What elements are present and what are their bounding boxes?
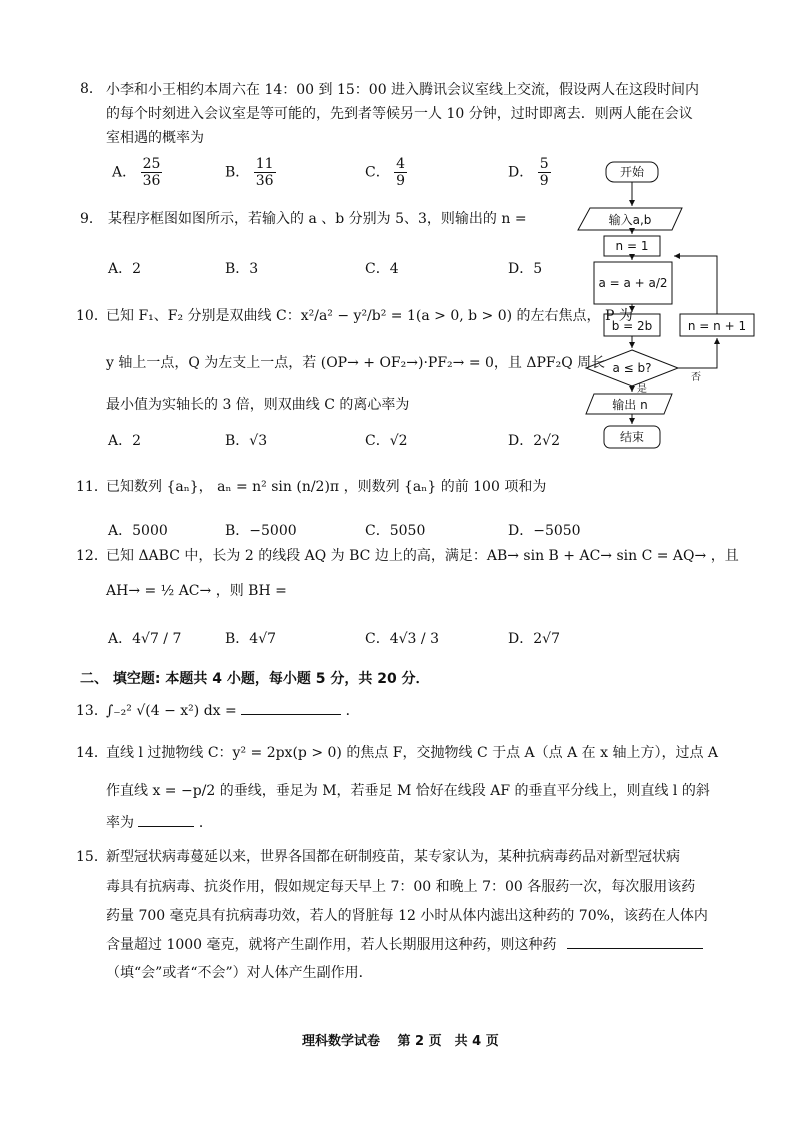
- q13-text: [106, 700, 360, 720]
- option-label: A．: [112, 164, 137, 181]
- q10-line1: 已知 F₁、F₂ 分别是双曲线 C：x²/a² − y²/b² = 1(a > 0, b > 0) 的左右焦点， P 为: [106, 308, 633, 324]
- q15-number: 15．: [76, 849, 108, 865]
- flow-init-label: n = 1: [615, 239, 649, 253]
- q14-line3-text: 率为: [106, 815, 134, 831]
- q9-option-d: D．5: [508, 261, 543, 277]
- q8-option-b: [225, 156, 276, 189]
- flow-input-label: 输入a,b: [608, 213, 652, 227]
- q12-option-b: B．4√7: [225, 631, 277, 647]
- q8-option-c: [365, 156, 407, 189]
- q15-line5: （填“会”或者“不会”）对人体产生副作用．: [106, 965, 373, 981]
- q9-text: 某程序框图如图所示，若输入的 a 、b 分别为 5、3，则输出的 n =: [108, 211, 527, 227]
- fraction: $\frac{4}{9}$: [396, 156, 406, 189]
- q15-line4-text: 含量超过 1000 毫克，就将产生副作用，若人长期服用这种药，则这种药: [106, 937, 557, 953]
- q8-option-a: [112, 156, 162, 189]
- q13-end: ．: [345, 703, 360, 719]
- q15-line3: 药量 700 毫克具有抗病毒功效，若人的肾脏每 12 小时从体内滤出这种药的 70%，该药在人体内: [106, 908, 708, 924]
- flow-update-a-label: a = a + a/2: [598, 276, 668, 290]
- q11-number: 11．: [76, 479, 108, 495]
- flow-output-label: 输出 n: [612, 398, 648, 412]
- q8-option-d: [508, 156, 551, 189]
- option-label: C．: [365, 164, 390, 181]
- answer-blank: [567, 948, 703, 949]
- section-heading: 二、 填空题: 本题共 4 小题，每小题 5 分，共 20 分．: [80, 671, 430, 687]
- q14-end: ．: [198, 815, 213, 831]
- fraction: $\frac{25}{36}$: [142, 156, 161, 189]
- q12-option-d: D．2√7: [508, 631, 560, 647]
- option-label: D．: [508, 164, 534, 181]
- q14-number: 14．: [76, 745, 108, 761]
- q11-option-d: D．−5050: [508, 523, 581, 539]
- q12-option-a: A．4√7 / 7: [108, 631, 182, 647]
- q11-text: 已知数列 {aₙ}， aₙ = n² sin (n/2)π ，则数列 {aₙ} 的前 100 项和为: [106, 479, 547, 495]
- q8-text: 小李和小王相约本周六在 14：00 到 15：00 进入腾讯会议室线上交流，假设两人在这段时间内的每个时刻进入会议室是等可能的，先到者等候另一人 10 分钟，过时即离去．则两人能在会议室相遇的概率为: [106, 82, 700, 146]
- q12-line2: AH→ = ½ AC→ ，则 BH =: [106, 583, 287, 599]
- q8-number: 8．: [80, 81, 103, 97]
- q10-option-d: D．2√2: [508, 433, 560, 449]
- flow-end-label: 结束: [619, 430, 645, 444]
- q9-number: 9．: [80, 211, 103, 227]
- q9-option-c: C．4: [365, 261, 399, 277]
- answer-blank: [241, 714, 341, 715]
- q10-line2: y 轴上一点，Q 为左支上一点，若 (OP→ + OF₂→)·PF₂→ = 0，且 ΔPF₂Q 周长: [106, 355, 606, 371]
- q12-number: 12．: [76, 548, 108, 564]
- answer-blank: [138, 826, 194, 827]
- program-flowchart: [572, 156, 782, 456]
- fraction: $\frac{5}{9}$: [539, 156, 549, 189]
- option-label: B．: [225, 164, 250, 181]
- flow-cond-label: a ≤ b?: [612, 361, 652, 375]
- flow-update-n-label: n = n + 1: [687, 319, 747, 333]
- q15-line4: [106, 934, 703, 954]
- flow-yes-label: 是: [637, 384, 647, 395]
- q15-line1: 新型冠状病毒蔓延以来，世界各国都在研制疫苗，某专家认为，某种抗病毒药品对新型冠状病: [106, 849, 680, 865]
- q9-option-b: B．3: [225, 261, 259, 277]
- q11-option-c: C．5050: [365, 523, 426, 539]
- q14-line2: 作直线 x = −p/2 的垂线，垂足为 M，若垂足 M 恰好在线段 AF 的垂直平分线上，则直线 l 的斜: [106, 783, 710, 799]
- q11-option-a: A．5000: [108, 523, 168, 539]
- q15-line2: 毒具有抗病毒、抗炎作用，假如规定每天早上 7：00 和晚上 7：00 各服药一次，每次服用该药: [106, 879, 696, 895]
- page-footer: 理科数学试卷 第 2 页 共 4 页: [302, 1034, 499, 1049]
- flow-start-label: 开始: [619, 165, 645, 179]
- q10-option-b: B．√3: [225, 433, 268, 449]
- q14-line3: [106, 812, 213, 832]
- q12-line1: 已知 ΔABC 中，长为 2 的线段 AQ 为 BC 边上的高，满足：AB→ sin B + AC→ sin C = AQ→ ，且: [106, 548, 739, 564]
- q10-number: 10．: [76, 308, 108, 324]
- q10-option-c: C．√2: [365, 433, 408, 449]
- q9-option-a: A．2: [108, 261, 142, 277]
- flow-no-label: 否: [691, 372, 701, 383]
- q10-option-a: A．2: [108, 433, 142, 449]
- flow-update-b-label: b = 2b: [611, 319, 653, 333]
- fraction: $\frac{11}{36}$: [255, 156, 274, 189]
- q13-number: 13．: [76, 703, 108, 719]
- q12-option-c: C．4√3 / 3: [365, 631, 439, 647]
- q11-option-b: B．−5000: [225, 523, 297, 539]
- q13-expression: ∫₋₂² √(4 − x²) dx =: [106, 703, 237, 719]
- q14-line1: 直线 l 过抛物线 C：y² = 2px(p > 0) 的焦点 F，交抛物线 C 于点 A（点 A 在 x 轴上方），过点 A: [106, 745, 719, 761]
- q10-line3: 最小值为实轴长的 3 倍，则双曲线 C 的离心率为: [106, 397, 410, 413]
